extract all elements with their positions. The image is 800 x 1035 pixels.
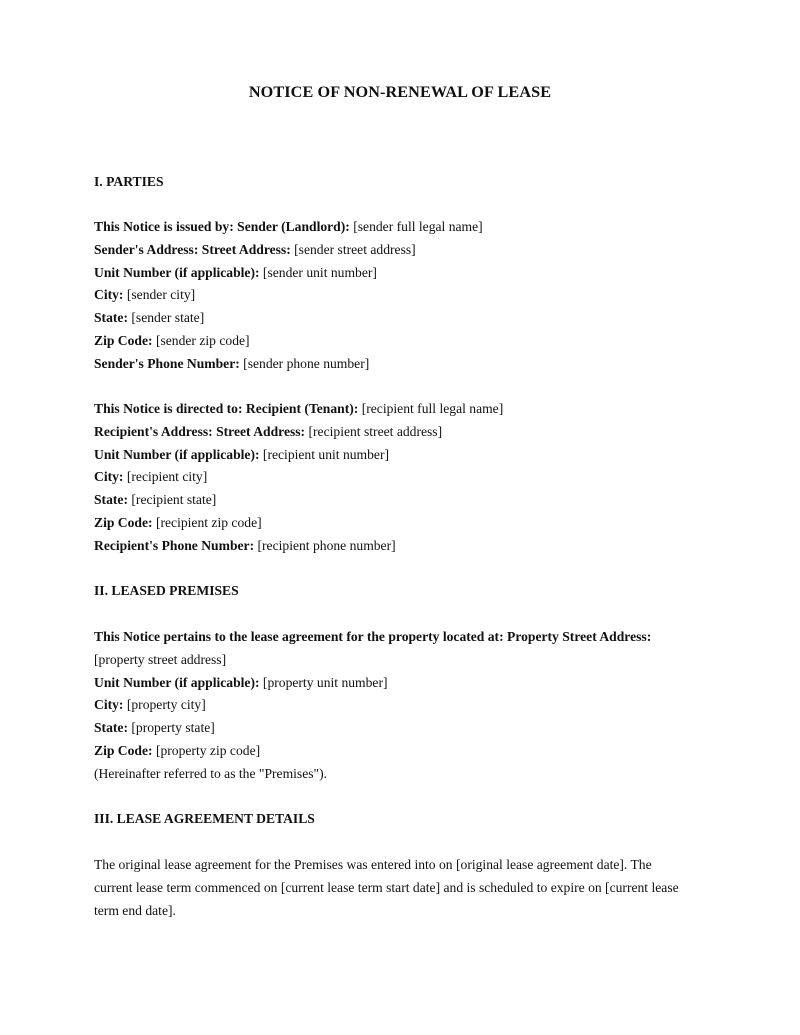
- section-heading-lease-details: III. LEASE AGREEMENT DETAILS: [94, 811, 315, 826]
- sender-zip-value: [sender zip code]: [155, 332, 250, 348]
- recipient-unit-label: Unit Number (if applicable):: [94, 446, 260, 462]
- recipient-state-line: [94, 489, 694, 512]
- recipient-address-value: [recipient street address]: [308, 423, 443, 439]
- recipient-address-line: [94, 421, 694, 444]
- recipient-city-line: [94, 466, 694, 489]
- sender-city-value: [sender city]: [126, 287, 196, 303]
- premises-state-label: State:: [94, 720, 128, 736]
- sender-address-value: [sender street address]: [294, 241, 416, 257]
- sender-state-line: [94, 307, 694, 330]
- sender-phone-label: Sender's Phone Number:: [94, 355, 240, 371]
- sender-details: [94, 216, 694, 376]
- premises-pertains-label: This Notice pertains to the lease agreement for the property located at: Property Street Address:: [94, 629, 652, 644]
- sender-zip-line: [94, 330, 694, 353]
- sender-zip-label: Zip Code:: [94, 332, 153, 348]
- sender-unit-label: Unit Number (if applicable):: [94, 264, 260, 280]
- recipient-details: [94, 398, 694, 558]
- document-title: NOTICE OF NON-RENEWAL OF LEASE: [248, 83, 552, 101]
- section-heading-parties: I. PARTIES: [94, 174, 164, 189]
- recipient-address-label: Recipient's Address: Street Address:: [94, 423, 306, 439]
- premises-pertains-line: [94, 626, 694, 649]
- sender-name-line: [94, 216, 694, 239]
- sender-state-label: State:: [94, 310, 128, 326]
- sender-name-value: [sender full legal name]: [353, 219, 483, 234]
- sender-unit-line: [94, 262, 694, 285]
- recipient-phone-line: [94, 535, 694, 558]
- recipient-phone-label: Recipient's Phone Number:: [94, 537, 255, 553]
- premises-street-value: [property street address]: [94, 651, 227, 667]
- premises-zip-value: [property zip code]: [155, 742, 261, 758]
- recipient-name-line: [94, 398, 694, 421]
- recipient-unit-value: [recipient unit number]: [262, 446, 389, 462]
- recipient-state-label: State:: [94, 492, 128, 508]
- recipient-zip-value: [recipient zip code]: [155, 514, 262, 530]
- sender-phone-value: [sender phone number]: [243, 355, 370, 371]
- recipient-zip-label: Zip Code:: [94, 514, 153, 530]
- recipient-name-value: [recipient full legal name]: [361, 401, 504, 416]
- premises-state-line: [94, 717, 694, 740]
- sender-name-label: This Notice is issued by: Sender (Landlord):: [94, 219, 350, 234]
- premises-city-label: City:: [94, 697, 124, 713]
- sender-address-label: Sender's Address: Street Address:: [94, 241, 291, 257]
- premises-city-value: [property city]: [126, 697, 206, 713]
- premises-hereinafter-line: (Hereinafter referred to as the "Premises").: [94, 765, 328, 781]
- sender-phone-line: [94, 353, 694, 376]
- recipient-city-label: City:: [94, 469, 124, 485]
- premises-unit-value: [property unit number]: [262, 674, 388, 690]
- premises-unit-line: [94, 672, 694, 695]
- section-heading-premises: II. LEASED PREMISES: [94, 583, 239, 598]
- recipient-name-label: This Notice is directed to: Recipient (Tenant):: [94, 401, 359, 416]
- premises-city-line: [94, 694, 694, 717]
- premises-street-line: [94, 649, 694, 672]
- sender-unit-value: [sender unit number]: [262, 264, 377, 280]
- recipient-zip-line: [94, 512, 694, 535]
- premises-zip-line: [94, 740, 694, 763]
- premises-zip-label: Zip Code:: [94, 742, 153, 758]
- recipient-state-value: [recipient state]: [131, 492, 217, 508]
- recipient-city-value: [recipient city]: [126, 469, 208, 485]
- recipient-phone-value: [recipient phone number]: [257, 537, 396, 553]
- premises-details: [94, 626, 694, 786]
- sender-address-line: [94, 239, 694, 262]
- premises-state-value: [property state]: [131, 720, 215, 736]
- sender-state-value: [sender state]: [131, 310, 205, 326]
- premises-unit-label: Unit Number (if applicable):: [94, 674, 260, 690]
- sender-city-line: [94, 284, 694, 307]
- sender-city-label: City:: [94, 287, 124, 303]
- lease-details-paragraph: The original lease agreement for the Premises was entered into on [original lease agreement date]. The current lease term commenced on [current lease term start date] and is scheduled to expire on [current lease term end date].: [94, 857, 679, 918]
- recipient-unit-line: [94, 444, 694, 467]
